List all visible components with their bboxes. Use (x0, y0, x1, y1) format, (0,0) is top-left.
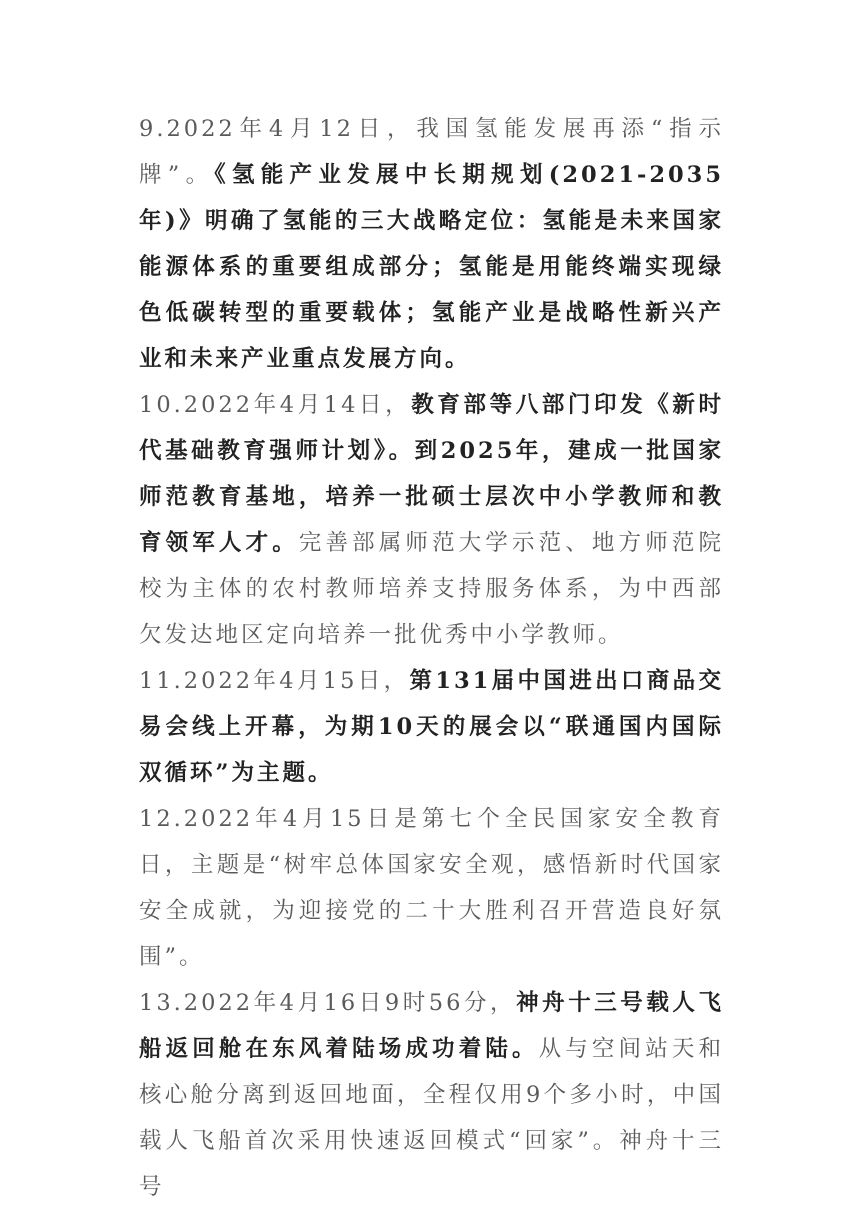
news-item-11 (139, 658, 724, 796)
news-item-12-text: 12.2022年4月15日是第七个全民国家安全教育日，主题是“树牢总体国家安全观，感悟新时代国家安全成就，为迎接党的二十大胜利召开营造良好氛围”。 (139, 806, 724, 970)
news-item-12 (139, 796, 724, 980)
news-item-10 (139, 382, 724, 658)
document-body (139, 106, 724, 1210)
news-item-13-highlight: 神舟十三号载人飞船返回舱在东风着陆场成功着陆。 (139, 990, 724, 1062)
news-item-9 (139, 106, 724, 382)
news-item-10-detail: 完善部属师范大学示范、地方师范院校为主体的农村教师培养支持服务体系，为中西部欠发达地区定向培养一批优秀中小学教师。 (139, 530, 724, 648)
news-item-13-date: 13.2022年4月16日9时56分， (139, 990, 517, 1016)
news-item-11-date: 11.2022年4月15日， (139, 668, 410, 694)
news-item-10-date: 10.2022年4月14日， (139, 392, 412, 418)
news-item-13 (139, 980, 724, 1210)
news-item-10-highlight: 教育部等八部门印发《新时代基础教育强师计划》。到2025年，建成一批国家师范教育基地，培养一批硕士层次中小学教师和教育领军人才。 (139, 392, 724, 556)
news-item-13-detail: 从与空间站天和核心舱分离到返回地面，全程仅用9个多小时，中国载人飞船首次采用快速返回模式“回家”。神舟十三号 (139, 1036, 724, 1200)
news-item-11-highlight: 第131届中国进出口商品交易会线上开幕，为期10天的展会以“联通国内国际双循环”为主题。 (139, 668, 724, 786)
news-item-9-highlight: 《氢能产业发展中长期规划(2021-2035年)》明确了氢能的三大战略定位：氢能是未来国家能源体系的重要组成部分；氢能是用能终端实现绿色低碳转型的重要载体；氢能产业是战略性新兴产业和未来产业重点发展方向。 (139, 162, 724, 372)
news-item-9-date: 9.2022年4月12日，我国氢能发展再添“指示牌”。 (139, 116, 724, 188)
